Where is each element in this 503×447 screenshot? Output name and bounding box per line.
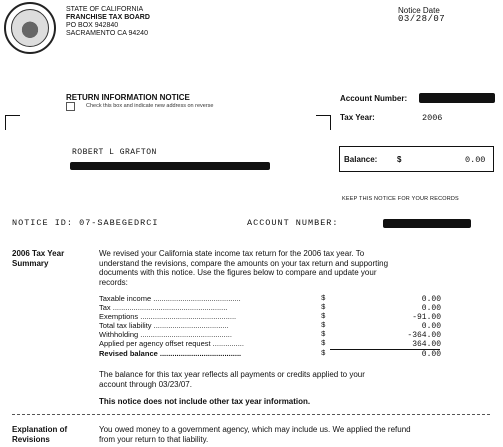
row-total-tax-value: 0.00 xyxy=(421,322,441,331)
row-revised-balance-value: 0.00 xyxy=(421,350,441,359)
address-redaction xyxy=(70,162,270,170)
sender-line: FRANCHISE TAX BOARD xyxy=(66,14,150,21)
intro-line: understand the revisions, compare the amounts on your tax return and supporting xyxy=(99,258,389,268)
summary-heading xyxy=(12,249,64,269)
summary-intro xyxy=(99,249,485,287)
intro-line: documents with this notice. Use the figures below to compare and update your xyxy=(99,268,377,277)
explanation-line: You owed money to a government agency, which may include us. We applied the refund xyxy=(99,425,411,434)
sender-address xyxy=(66,6,150,38)
address-change-checkbox[interactable] xyxy=(66,102,75,111)
balance-value: 0.00 xyxy=(465,155,486,165)
row-offset-value: 364.00 xyxy=(412,340,441,349)
keep-notice-text: KEEP THIS NOTICE FOR YOUR RECORDS xyxy=(342,196,459,202)
explanation-heading-line: Revisions xyxy=(12,435,50,444)
window-corner-left xyxy=(5,115,20,130)
sender-line: STATE OF CALIFORNIA xyxy=(66,6,144,13)
row-taxable-income-value: 0.00 xyxy=(421,295,441,304)
notice-date-label: Notice Date xyxy=(398,6,440,15)
row-dollar: $ xyxy=(321,350,326,358)
tax-year-label: Tax Year: xyxy=(340,113,375,122)
explanation-line: from your return to that liability. xyxy=(99,434,209,444)
intro-line: We revised your California state income tax return for the 2006 tax year. To xyxy=(99,249,365,258)
account-number-redaction xyxy=(419,93,495,103)
footer-line: account through 03/23/07. xyxy=(99,379,192,389)
row-dollar: $ xyxy=(321,331,326,339)
row-revised-balance-label: Revised balance ....................................... xyxy=(99,349,242,358)
row-dollar: $ xyxy=(321,340,326,348)
explanation-text xyxy=(99,425,499,444)
row-tax-value: 0.00 xyxy=(421,304,441,313)
window-corner-right xyxy=(316,115,331,130)
sender-line: SACRAMENTO CA 94240 xyxy=(66,30,148,37)
recipient-name: ROBERT L GRAFTON xyxy=(72,148,157,157)
row-withholding-value: -364.00 xyxy=(407,331,441,340)
balance-label: Balance: xyxy=(344,155,378,164)
account-number-line-label: ACCOUNT NUMBER: xyxy=(247,218,339,228)
row-exemptions-label: Exemptions .............................................. xyxy=(99,312,237,321)
summary-footer xyxy=(99,370,485,389)
account-number-line-redaction xyxy=(383,219,471,228)
row-dollar: $ xyxy=(321,304,326,312)
balance-currency: $ xyxy=(397,155,402,164)
account-number-label: Account Number: xyxy=(340,94,408,103)
footer-line: The balance for this tax year reflects all payments or credits applied to your xyxy=(99,370,365,379)
summary-heading-line: Summary xyxy=(12,259,49,268)
intro-line: records: xyxy=(99,277,128,287)
row-exemptions-value: -91.00 xyxy=(412,313,441,322)
row-dollar: $ xyxy=(321,313,326,321)
row-offset-label: Applied per agency offset request ............... xyxy=(99,339,244,348)
row-total-tax-label: Total tax liability .................................... xyxy=(99,321,229,330)
notice-date-value: 03/28/07 xyxy=(398,14,446,24)
sender-line: PO BOX 942840 xyxy=(66,22,119,29)
return-info-title: RETURN INFORMATION NOTICE xyxy=(66,93,190,102)
address-change-text: Check this box and indicate new address on reverse xyxy=(86,103,214,109)
explanation-heading-line: Explanation of xyxy=(12,425,68,434)
state-seal-icon xyxy=(4,2,56,54)
summary-note: This notice does not include other tax year information. xyxy=(99,397,311,406)
explanation-heading xyxy=(12,425,67,445)
row-withholding-label: Withholding ............................................ xyxy=(99,330,232,339)
section-divider xyxy=(12,414,490,415)
notice-date xyxy=(398,6,445,24)
summary-heading-line: 2006 Tax Year xyxy=(12,249,65,258)
row-dollar: $ xyxy=(321,322,326,330)
tax-year-value: 2006 xyxy=(422,113,443,123)
row-taxable-income-label: Taxable income .......................................... xyxy=(99,294,241,303)
notice-id: NOTICE ID: 07-SABEGEDRCI xyxy=(12,218,159,228)
row-dollar: $ xyxy=(321,295,326,303)
row-tax-label: Tax ....................................................... xyxy=(99,303,228,312)
